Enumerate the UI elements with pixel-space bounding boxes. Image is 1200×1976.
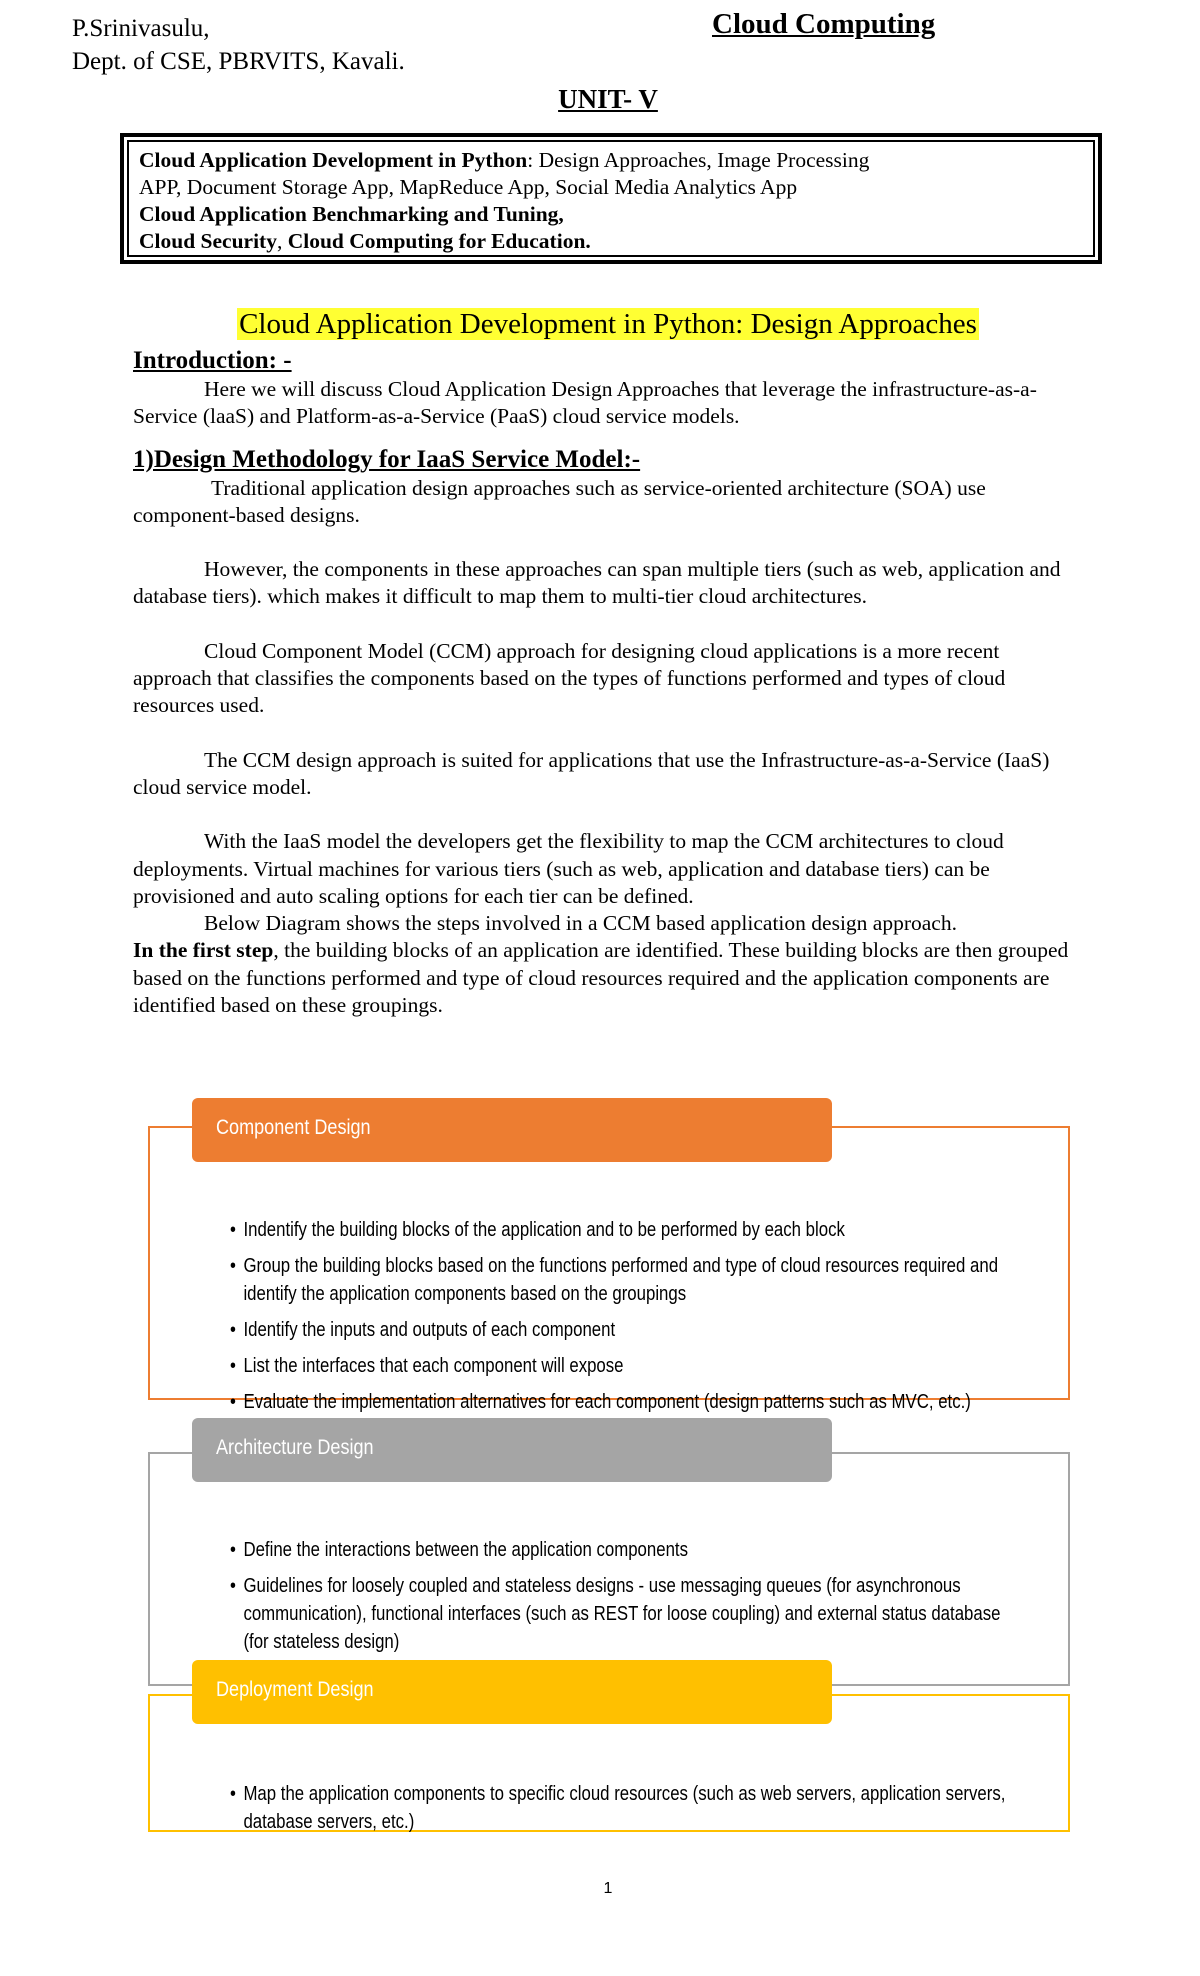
syllabus-line-2: APP, Document Storage App, MapReduce App, Social Media Analytics App [139, 175, 798, 199]
section-title-highlight: Cloud Application Development in Python: Design Approaches [239, 308, 977, 340]
deployment-design-list [230, 1780, 1030, 1844]
list-item: • Group the building blocks based on the functions performed and type of cloud resources required and identify the application components based on the groupings [230, 1252, 1023, 1308]
component-design-title: Component Design [216, 1116, 371, 1139]
iaas-paragraph-3: Cloud Component Model (CCM) approach for designing cloud applications is a more recent approach that classifies the components based on the types of functions performed and types of cloud resources used. [133, 638, 1006, 718]
iaas-heading: 1)Design Methodology for IaaS Service Model:- [133, 445, 641, 473]
component-design-panel [148, 1126, 1070, 1413]
ccm-design-diagram [140, 1088, 1082, 1833]
deployment-design-tab [192, 1660, 832, 1724]
architecture-design-panel [148, 1452, 1070, 1686]
first-step-label: In the first step [133, 938, 274, 963]
deployment-design-title: Deployment Design [216, 1678, 374, 1701]
list-item: • Map the application components to specific cloud resources (such as web servers, application servers, database servers, etc.) [230, 1780, 1023, 1836]
architecture-design-list [230, 1536, 1030, 1664]
author-name: P.Srinivasulu, [72, 15, 210, 42]
syllabus-separator: , [276, 229, 288, 253]
syllabus-line-4 [139, 228, 1083, 255]
list-item: • Identify the inputs and outputs of each component [230, 1316, 1023, 1344]
iaas-paragraph-7 [133, 937, 1083, 1019]
header-author-block [72, 12, 405, 78]
list-item: • List the interfaces that each component will expose [230, 1352, 1023, 1380]
main-content [133, 346, 1083, 1019]
architecture-design-title: Architecture Design [216, 1436, 374, 1459]
syllabus-topic-security: Cloud Security [139, 229, 277, 253]
iaas-paragraph-2: However, the components in these approaches can span multiple tiers (such as web, application and database tiers). which makes it difficult to map them to multi-tier cloud architectures. [133, 557, 1061, 609]
syllabus-box [120, 133, 1102, 264]
list-item: • Guidelines for loosely coupled and stateless designs - use messaging queues (for asynchronous communication), functional interfaces (such as REST for loose coupling) and external status database (for stateless design) [230, 1572, 1023, 1656]
component-design-tab [192, 1098, 832, 1162]
page-number: 1 [603, 1880, 613, 1897]
subject-title: Cloud Computing [712, 8, 936, 40]
syllabus-topic-python: Cloud Application Development in Python [139, 148, 528, 172]
syllabus-inner [127, 140, 1095, 257]
iaas-paragraph-5: With the IaaS model the developers get the flexibility to map the CCM architectures to cloud deployments. Virtual machines for various tiers (such as web, application and database tiers) can be provisioned and auto scaling options for each tier can be defined. [133, 829, 1004, 908]
unit-title: UNIT- V [558, 84, 658, 114]
architecture-design-tab [192, 1418, 832, 1482]
intro-paragraph: Here we will discuss Cloud Application Design Approaches that leverage the infrastructure-as-a-Service (laaS) and Platform-as-a-Service (PaaS) cloud service models. [133, 377, 1037, 429]
list-item: • Indentify the building blocks of the application and to be performed by each block [230, 1216, 1023, 1244]
list-item: • Define the interactions between the application components [230, 1536, 1023, 1564]
section-title [0, 308, 1200, 341]
component-design-list [230, 1216, 1030, 1424]
iaas-paragraph-4: The CCM design approach is suited for applications that use the Infrastructure-as-a-Service (IaaS) cloud service model. [133, 747, 1050, 799]
intro-heading: Introduction: - [133, 347, 292, 374]
syllabus-line-1 [139, 147, 1083, 174]
syllabus-line-3: Cloud Application Benchmarking and Tuning, [139, 202, 564, 226]
author-department: Dept. of CSE, PBRVITS, Kavali. [72, 48, 405, 75]
first-step-text: , the building blocks of an application are identified. These building blocks are then grouped based on the functions performed and type of cloud resources required and the application components are identified based on these groupings. [133, 938, 1069, 1018]
iaas-paragraph-1: Traditional application design approaches such as service-oriented architecture (SOA) use component-based designs. [133, 475, 986, 527]
iaas-paragraph-6: Below Diagram shows the steps involved in a CCM based application design approach. [204, 911, 957, 936]
syllabus-subtopics-1: : Design Approaches, Image Processing [527, 148, 870, 172]
syllabus-topic-education: Cloud Computing for Education. [287, 229, 591, 253]
list-item: • Evaluate the implementation alternatives for each component (design patterns such as MVC, etc.) [230, 1388, 1023, 1416]
